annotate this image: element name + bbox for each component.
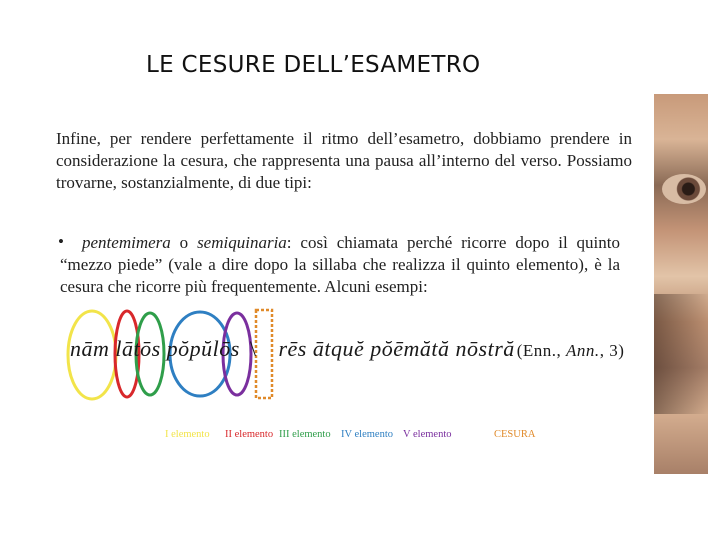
legend-item-caesura: CESURA bbox=[494, 429, 536, 440]
intro-paragraph: Infine, per rendere perfettamente il ritmo dell’esametro, dobbiamo prendere in considerazione la cesura, che rappresenta una pausa all’interno del verso. Possiamo trovarne, sostanzialmente, di due tipi: bbox=[56, 129, 632, 192]
bullet-marker: • bbox=[58, 232, 64, 251]
legend-item-2: II elemento bbox=[225, 429, 274, 440]
bullet-text bbox=[60, 232, 620, 298]
term-semiquinaria: semiquinaria bbox=[197, 233, 287, 252]
legend-item-1: I elemento bbox=[165, 429, 210, 440]
verse-first-half: nām lātōs pŏpŭlōs bbox=[70, 336, 240, 361]
legend-item-3: III elemento bbox=[279, 429, 331, 440]
scansion-legend bbox=[0, 429, 720, 443]
verse-second-half: rēs ātquĕ pŏēmătă nōstră bbox=[278, 336, 515, 361]
bullet-rest: : così chiamata perché ricorre dopo il quinto “mezzo piede” (vale a dire dopo la sillaba che realizza il quinto elemento), è la cesura che ricorre più frequentemente. Alcuni esempi: bbox=[60, 233, 621, 296]
portrait-eye bbox=[662, 174, 706, 204]
verse-source: (Enn., Ann., 3) bbox=[516, 341, 625, 360]
bullet-paragraph bbox=[60, 232, 620, 298]
legend-item-4: IV elemento bbox=[341, 429, 393, 440]
term-connector: o bbox=[170, 233, 198, 252]
portrait-shadow bbox=[654, 294, 708, 414]
slide-title: LE CESURE DELL’ESAMETRO bbox=[146, 52, 481, 78]
example-verse bbox=[70, 336, 624, 362]
legend-item-5: V elemento bbox=[403, 429, 452, 440]
caesura-mark: \ bbox=[249, 336, 257, 361]
term-pentemimera: pentemimera bbox=[82, 233, 171, 252]
portrait-image bbox=[654, 94, 708, 474]
